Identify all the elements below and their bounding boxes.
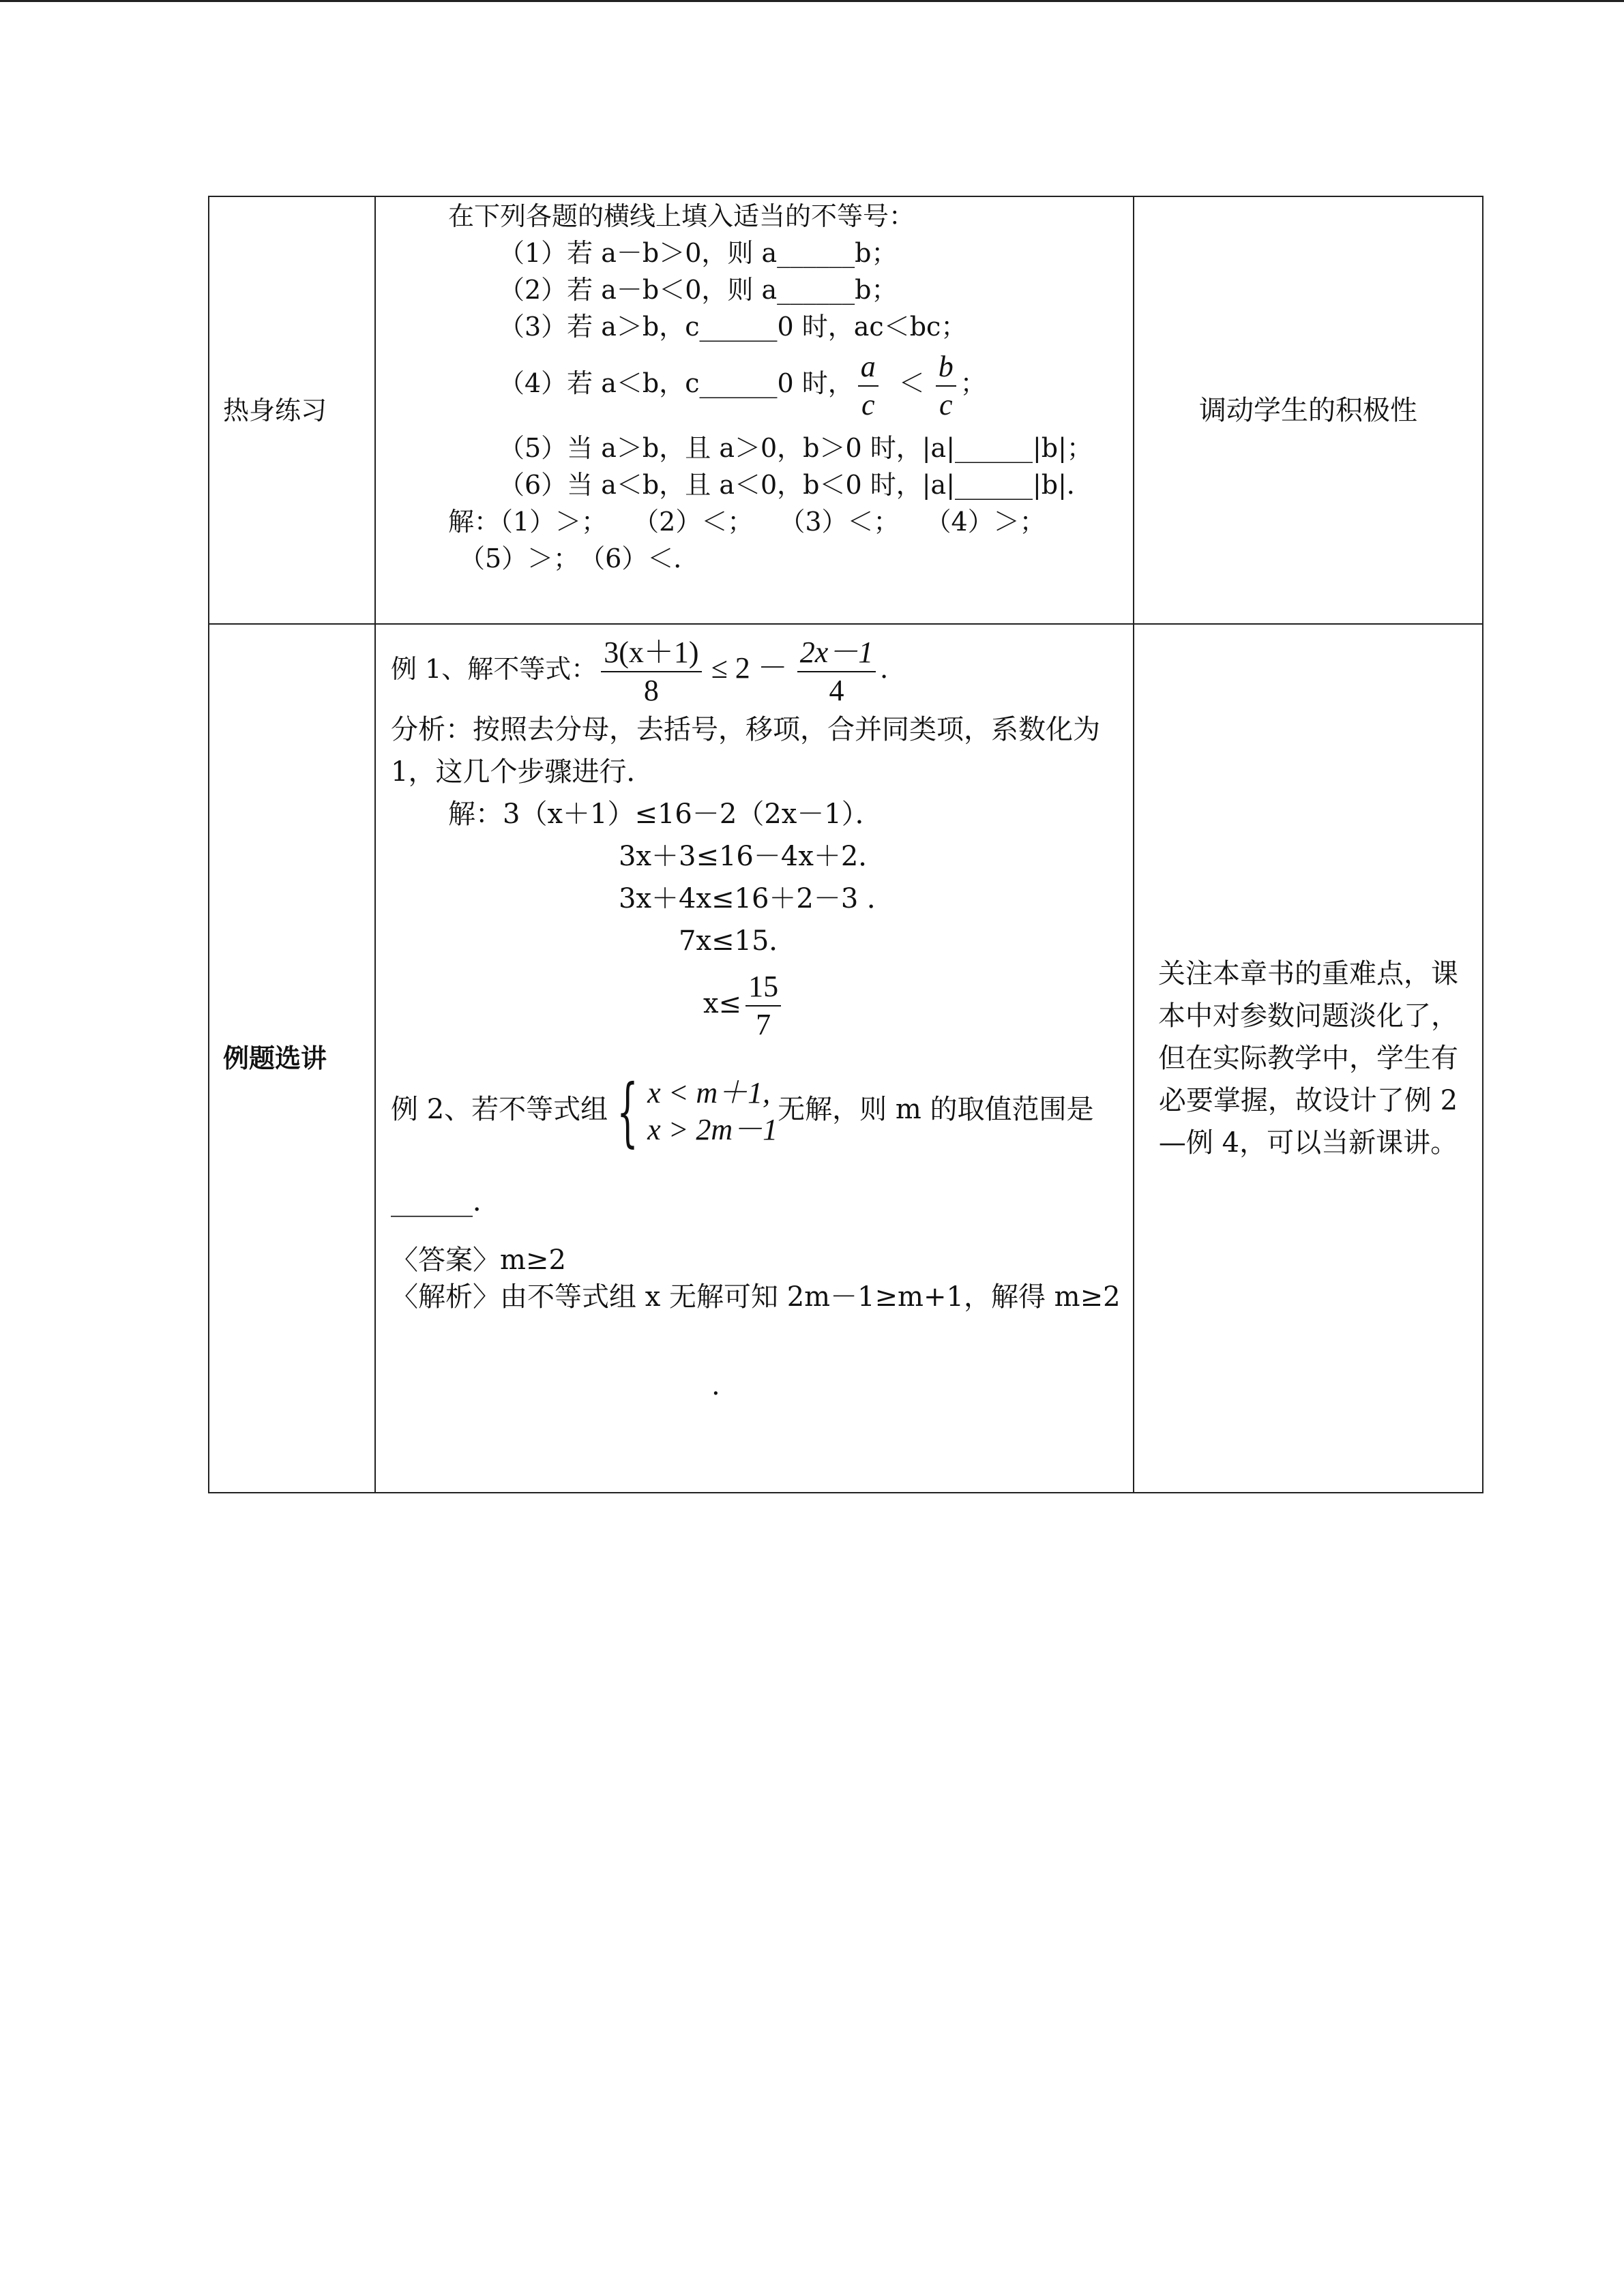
warmup-q4-text: （4）若 a＜b，c______0 时，	[499, 368, 854, 398]
warmup-q1: （1）若 a－b＞0，则 a______b；	[499, 238, 898, 268]
example1-step-5	[703, 963, 785, 1045]
example1-step-4: 7x≤15．	[679, 925, 797, 957]
warmup-intro: 在下列各题的横线上填入适当的不等号：	[448, 201, 915, 231]
fraction-numerator: 3(x＋1)	[601, 634, 701, 672]
fraction-2x1-over-4	[797, 634, 876, 709]
fraction-denominator: 7	[756, 1008, 771, 1041]
system-line-2: x > 2m－1	[647, 1113, 778, 1146]
example2-suffix: 无解，则 m 的取值范围是	[778, 1094, 1094, 1125]
example1-step-2: 3x＋3≤16－4x＋2．	[619, 841, 886, 872]
example1-middle: ≤ 2 －	[711, 651, 788, 685]
fraction-b-over-c	[936, 348, 956, 423]
example2-prefix: 例 2、若不等式组	[391, 1094, 608, 1125]
example1-step5-prefix: x≤	[703, 988, 742, 1019]
example2-answer: 〈答案〉m≥2	[391, 1244, 566, 1276]
example1-analysis-line1: 分析：按照去分母，去括号，移项，合并同类项，系数化为	[391, 714, 1100, 745]
fraction-denominator: c	[861, 387, 875, 421]
example2-blank: ______．	[391, 1186, 500, 1217]
warmup-note: 调动学生的积极性	[1134, 196, 1483, 624]
warmup-q4	[499, 346, 986, 423]
example1-analysis-line2: 1，这几个步骤进行．	[391, 756, 654, 788]
page-top-rule	[0, 0, 1624, 2]
fraction-numerator: a	[858, 348, 879, 387]
examples-row	[209, 624, 1483, 1493]
fraction-denominator: c	[939, 387, 953, 421]
warmup-row	[209, 196, 1483, 624]
warmup-q6: （6）当 a＜b，且 a＜0，b＜0 时，|a|______|b|．	[499, 470, 1093, 500]
inequality-system	[647, 1075, 778, 1148]
fraction-15-over-7	[745, 968, 781, 1043]
fraction-denominator: 4	[829, 673, 844, 707]
example1-step-1: 解：3（x＋1）≤16－2（2x－1）．	[448, 799, 883, 830]
example2-analysis: 〈解析〉由不等式组 x 无解可知 2m－1≥m+1，解得 m≥2	[391, 1281, 1121, 1313]
fraction-numerator: 2x－1	[797, 634, 876, 672]
fraction-numerator: b	[936, 348, 956, 387]
fraction-3x1-over-8	[601, 634, 701, 709]
example2-problem	[391, 1065, 1094, 1154]
warmup-q3: （3）若 a＞b，c______0 时，ac＜bc；	[499, 312, 967, 342]
example1-problem	[391, 627, 906, 710]
system-line-1: x < m＋1,	[647, 1076, 771, 1109]
left-brace-icon: {	[617, 1068, 638, 1155]
warmup-label: 热身练习	[209, 196, 375, 624]
warmup-q2: （2）若 a－b＜0，则 a______b；	[499, 275, 898, 305]
examples-content	[375, 624, 1134, 1493]
q4-end-mark: ；	[960, 368, 986, 398]
fraction-a-over-c	[858, 348, 879, 423]
example1-step-3: 3x＋4x≤16＋2－3 ．	[619, 883, 895, 914]
examples-note: 关注本章书的重难点，课本中对参数问题淡化了，但在实际教学中，学生有必要掌握，故设计了例 2—例 4，可以当新课讲。	[1134, 624, 1483, 1493]
warmup-answer-1: 解：（1）＞； （2）＜； （3）＜； （4）＞；	[448, 507, 1046, 537]
warmup-content	[375, 196, 1134, 624]
trailing-dot: .	[711, 1370, 720, 1401]
lesson-table	[208, 196, 1483, 1493]
examples-label: 例题选讲	[209, 624, 375, 1493]
fraction-denominator: 8	[643, 673, 659, 707]
warmup-q5: （5）当 a＞b，且 a＞0，b＞0 时，|a|______|b|；	[499, 433, 1093, 463]
warmup-answer-2: （5）＞； （6）＜．	[459, 543, 700, 573]
fraction-numerator: 15	[745, 968, 781, 1007]
less-than-sign: ＜	[898, 368, 925, 398]
example1-end: ．	[880, 654, 906, 684]
example1-prefix: 例 1、解不等式：	[391, 654, 597, 684]
